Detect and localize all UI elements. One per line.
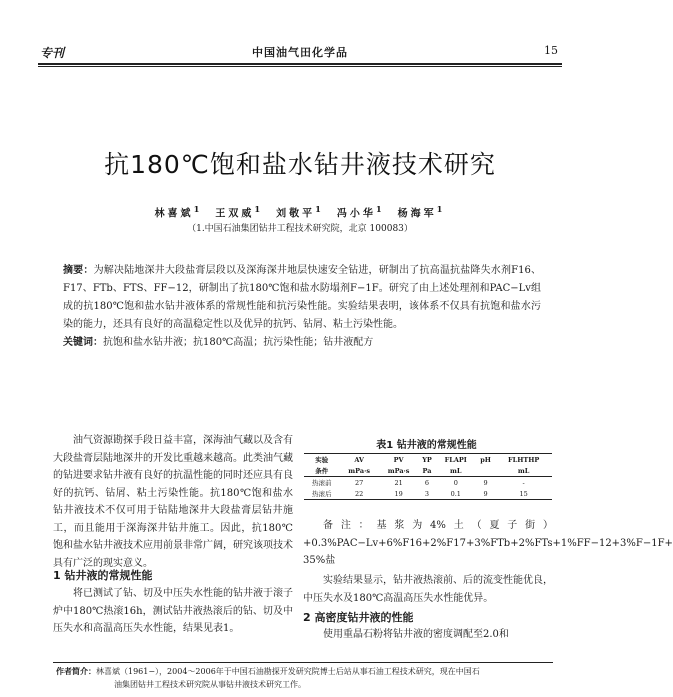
affiliation: （1.中国石油集团钻井工程技术研究院，北京 100083） <box>187 224 413 234</box>
header-rule-thin <box>38 66 562 67</box>
author-name: 杨海军 <box>397 208 437 220</box>
table-cell: 热滚后 <box>304 488 339 500</box>
section-2-heading: 2 高密度钻井液的性能 <box>303 611 414 624</box>
author-list: 林喜斌$^1$ 王双威$^1$ 刘敬平$^1$ 冯小华$^1$ 杨海军$^1$ <box>154 204 446 220</box>
footnote-label: 作者简介： <box>56 667 96 676</box>
table-cell: 0 <box>453 478 458 487</box>
keywords-text: 抗饱和盐水钻井液；抗180℃高温；抗污染性能；钻井液配方 <box>103 337 374 348</box>
table-header-cell: PV <box>379 454 418 466</box>
author-name: 冯小华 <box>336 208 376 220</box>
table-header-cell: AV <box>339 454 378 466</box>
table-unit-cell: mL <box>436 465 476 477</box>
table-unit-cell: mPa·s <box>379 465 418 477</box>
page-number: 15 <box>544 44 558 57</box>
table-row <box>304 488 552 500</box>
table-cell: 9 <box>483 478 488 487</box>
section-1-paragraph: 将已测试了钻、切及中压失水性能的钻井液于滚子炉中180℃热滚16h，测试钻井液热滚后的钻、切及中压失水和高温高压失水性能，结果见表1。 <box>53 588 293 634</box>
table-unit-cell: mPa·s <box>339 465 378 477</box>
table-header-cell: FLAPI <box>436 454 476 466</box>
header-rule-thick <box>38 63 562 65</box>
table-cell: 0.1 <box>436 488 476 500</box>
table-cell: 热滚前 <box>311 479 332 487</box>
table-cell: 3 <box>418 488 435 500</box>
result-paragraph: 实验结果显示，钻井液热滚前、后的流变性能优良，中压失水及180℃高温高压失水性能优异。 <box>303 575 553 604</box>
table-cell: 22 <box>339 488 378 500</box>
author-name: 林喜斌 <box>154 208 194 220</box>
table-cell: 9 <box>476 488 495 500</box>
footnote-rule <box>53 662 553 663</box>
abstract-text: 为解决陆地深井大段盐膏层段以及深海深井地层快速安全钻进，研制出了抗高温抗盐降失水剂F16、F17、FTb、FTS、FF−12，研制出了抗180℃饱和盐水防塌剂F−1F。研究了由上述处理剂和PAC−Lv组成的抗180℃饱和盐水钻井液体系的常规性能和抗污染性能。实验结果表明，该体系不仅具有抗饱和盐水污染的能力，还具有良好的高温稳定性以及优异的抗钙、钻屑、粘土污染性能。 <box>63 265 541 330</box>
table-unit-cell: Pa <box>418 465 435 477</box>
table-unit-cell <box>476 465 495 477</box>
keywords <box>63 334 541 352</box>
footnote-line-2: 油集团钻井工程技术研究院从事钻井液技术研究工作。 <box>114 680 306 689</box>
table-header-cell: FLHTHP <box>495 454 552 466</box>
footnote-line-1: 林喜斌（1961−），2004～2006年于中国石油勘探开发研究院博士后站从事石油工程技术研究，现在中国石 <box>96 667 480 676</box>
intro-paragraph: 油气资源勘探手段日益丰富，深海油气藏以及含有大段盐膏层陆地深井的开发比重越来越高。此类油气藏的钻进要求钻井液有良好的抗温性能的同时还应具有良好的抗钙、钻屑、粘土污染性能。抗180℃饱和盐水钻井液技术不仅可用于钻陆地深井大段盐膏层钻井施工，而且能用于深海深井钻井施工。因此，抗180℃饱和盐水钻井液技术应用前景非常广阔，研究该项技术具有广泛的现实意义。 <box>53 435 293 569</box>
author-footnote <box>56 665 556 691</box>
table-header-cell: YP <box>418 454 435 466</box>
table-header-cell: pH <box>476 454 495 466</box>
table-cell: 6 <box>424 478 430 487</box>
table-1-note: 备注：基浆为4%土（夏子街）+0.3%PAC−Lv+6%F16+2%F17+3%FTb+2%FTs+1%FF−12+3%F−1F+ 35%盐 <box>303 520 673 566</box>
table-cell: 27 <box>355 478 364 487</box>
table-cell: 21 <box>394 478 403 487</box>
journal-name: 中国油气田化学品 <box>252 46 348 59</box>
table-header-cell: 实验 <box>304 454 339 466</box>
table-1-title: 表1 钻井液的常规性能 <box>376 440 477 451</box>
table-unit-cell: 条件 <box>304 465 339 477</box>
table-cell: 15 <box>495 488 552 500</box>
section-1-heading: 1 钻井液的常规性能 <box>53 569 153 582</box>
table-cell: 19 <box>379 488 418 500</box>
section-2-paragraph: 使用重晶石粉将钻井液的密度调配至2.0和 <box>323 629 509 640</box>
journal-section-label: 专刊 <box>40 46 65 60</box>
author-name: 刘敬平 <box>276 208 316 220</box>
abstract-label: 摘要： <box>63 265 94 276</box>
keywords-label: 关键词： <box>63 337 103 348</box>
abstract <box>63 262 541 334</box>
table-1 <box>304 453 552 500</box>
table-cell: - <box>522 478 525 487</box>
table-row <box>304 477 552 489</box>
author-name: 王双威 <box>215 208 255 220</box>
article-title: 抗180℃饱和盐水钻井液技术研究 <box>104 150 496 179</box>
table-unit-cell: mL <box>495 465 552 477</box>
